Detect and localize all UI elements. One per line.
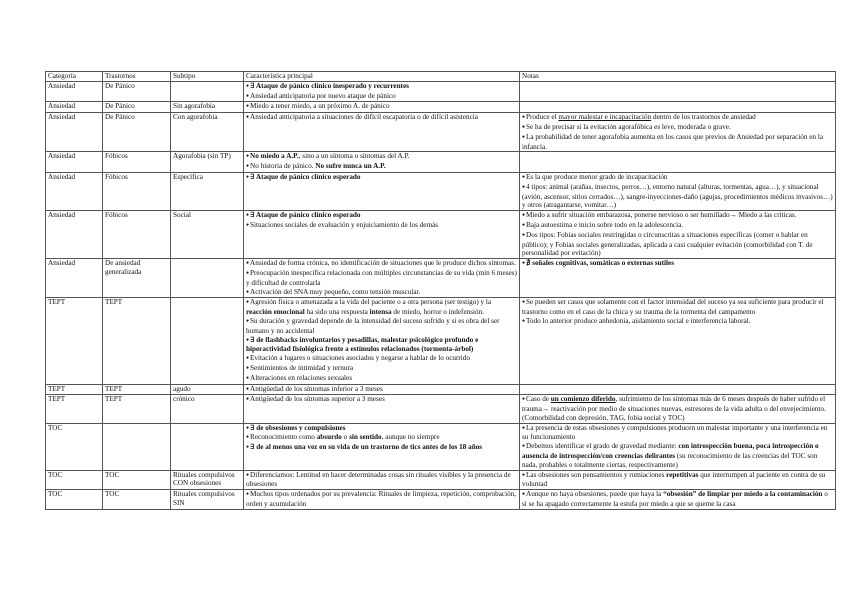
bullet-text: ● 4 tipos: animal (arañas, insectos, perros…), entorno natural (alturas, tormentas, agua…), y situacional (avión, ascensor, sitios cerrados…), sangre-inyecciones-daño (agujas, procedimientos médicos invasivos…) y otros (atragantarse, vomitar…) <box>522 183 833 210</box>
cell-subtipo: Social <box>171 211 244 259</box>
cell-notas <box>520 102 836 113</box>
bold-underlined-text: un comienzo diferido <box>550 395 616 404</box>
bullet-text: ∃ Ataque de pánico clínico inesperado y recurrentes <box>250 81 409 90</box>
header-notas: Notas <box>520 72 836 82</box>
cell-trastornos: De Pánico <box>103 102 171 113</box>
bullet-text: ● Evitación a lugares o situaciones asociados y negarse a hablar de lo ocurrido <box>246 354 517 364</box>
cell-subtipo: Específica <box>171 172 244 210</box>
cell-subtipo: agudo <box>171 384 244 395</box>
cell-categoria: TOC <box>46 490 103 510</box>
cell-caracteristica <box>244 298 520 384</box>
cell-notas <box>520 259 836 298</box>
bullet-text: ● Dos tipos: Fobias sociales restringidas o circunscritas a situaciones específicas (comer o hablar en público); y Fobias sociales generalizadas, aplicada a casi cualquier evitación (comorbilidad con T. de personalidad por evitación) <box>522 231 833 258</box>
text-fragment: ha sido una respuesta <box>304 308 370 317</box>
bullet-text: ● Activación del SNA muy pequeño, como tensión muscular. <box>246 288 517 298</box>
text-fragment: Agresión física o amenazada a la vida del paciente o a otra persona (ser testigo) y la <box>250 298 492 307</box>
cell-categoria: TOC <box>46 470 103 490</box>
cell-trastornos: De Pánico <box>103 113 171 152</box>
bullet-text: ● Antigüedad de los síntomas superior a 3 meses <box>246 395 517 405</box>
cell-trastornos: Fóbicos <box>103 211 171 259</box>
table-row <box>46 81 836 102</box>
text-fragment: Aunque no haya obsesiones, puede que haya la <box>526 490 664 499</box>
table-row <box>46 113 836 152</box>
text-fragment: Debemos identificar el grado de gravedad mediante: <box>526 442 679 451</box>
text-fragment: Las obsesiones son pensamientos y rumiaciones <box>526 470 667 479</box>
table-row <box>46 395 836 423</box>
cell-caracteristica <box>244 102 520 113</box>
bold-text: No miedo a A.P. <box>250 152 299 161</box>
cell-trastornos: Fóbicos <box>103 152 171 173</box>
bullet-text: ∄ señales cognitivas, somáticas o externas sutiles <box>526 259 675 268</box>
table-row <box>46 384 836 395</box>
cell-notas <box>520 298 836 384</box>
header-subtipo: Subtipo <box>171 72 244 82</box>
cell-notas <box>520 81 836 102</box>
bullet-text: ● Sentimientos de intimidad y ternura <box>246 364 517 374</box>
cell-categoria: Ansiedad <box>46 81 103 102</box>
bullet-text: ● Muchos tipos ordenados por su prevalencia: Rituales de limpieza, repetición, comprobación, orden y acumulación <box>246 490 517 509</box>
bullet-text: ● Miedo a sufrir situación embarazosa, ponerse nervioso o ser humillado→ Miedo a las críticas. <box>522 211 833 221</box>
text-fragment: dentro de los trastornos de ansiedad <box>651 113 756 122</box>
text-fragment: , sino a un síntoma o síntomas del A.P. <box>298 152 410 161</box>
cell-caracteristica <box>244 152 520 173</box>
cell-notas <box>520 211 836 259</box>
cell-trastornos: TOC <box>103 490 171 510</box>
cell-categoria: Ansiedad <box>46 259 103 298</box>
cell-trastornos: De Pánico <box>103 81 171 102</box>
bullet-text: ● Ansiedad de forma crónica, no identificación de situaciones que le produce dichos síntomas. <box>246 259 517 269</box>
header-caracteristica: Característica principal <box>244 72 520 82</box>
bullet-text: ∃ Ataque de pánico clínico esperado <box>250 172 361 181</box>
text-fragment: Caso de <box>526 395 551 404</box>
cell-subtipo: Con agorafobia <box>171 113 244 152</box>
bullet-text: ∃ de flashbacks involuntarios y pesadillas, malestar psicológico profundo e hiperactividad fisiológica frente a estímulos relacionados (tormenta-árbol) <box>246 335 479 354</box>
text-fragment: Reconocimiento como <box>250 433 317 442</box>
bullet-text: ∃ de al menos una vez en su vida de un trastorno de tics antes de los 18 años <box>250 443 483 452</box>
cell-categoria: TEPT <box>46 384 103 395</box>
cell-subtipo <box>171 423 244 470</box>
bold-text: “obsesión” de limpiar por miedo a la contaminación <box>663 490 823 499</box>
cell-caracteristica <box>244 490 520 510</box>
cell-notas <box>520 172 836 210</box>
cell-categoria: TEPT <box>46 395 103 423</box>
cell-subtipo: crónico <box>171 395 244 423</box>
table-header-row <box>46 72 836 82</box>
table-row <box>46 172 836 210</box>
bullet-text: ● Se pueden ser casos que solamente con el factor intensidad del suceso ya sea suficiente para producir el trastorno como en el caso de la chica y su trauma de la tormenta del campamento <box>522 298 833 317</box>
bold-text: con introspección buena, poca introspección o ausencia de introspección/con creencias delirantes <box>522 442 819 461</box>
cell-caracteristica <box>244 172 520 210</box>
bullet-text: ● La probabilidad de tener agorafobia aumenta en los casos que previos de Ansiedad por separación en la infancia. <box>522 133 833 152</box>
text-fragment: (su reconocimiento de las creencias del TOC son nada, probables o totalmente ciertas, respectivamente) <box>522 452 818 469</box>
table-row <box>46 298 836 384</box>
bullet-text: ● Su duración y gravedad depende de la intensidad del suceso sufrido y si es obra del ser humano y no accidental <box>246 317 517 336</box>
bold-text: No sufre nunca un A.P. <box>315 162 386 171</box>
cell-notas <box>520 490 836 510</box>
cell-categoria: Ansiedad <box>46 113 103 152</box>
cell-trastornos <box>103 423 171 470</box>
bullet-text: ● Ansiedad anticipatoria a situaciones de difícil escapatoria o de difícil asistencia <box>246 113 517 123</box>
bold-text: absurdo <box>316 433 342 442</box>
bullet-text: ● Preocupación inespecífica relacionada con múltiples circunstancias de su vida (mín 6 meses) y dificultad de controlarla <box>246 269 517 288</box>
disorders-table <box>45 71 836 510</box>
bold-text: sin sentido <box>349 433 382 442</box>
text-fragment: Produce el <box>526 113 559 122</box>
table-row <box>46 490 836 510</box>
text-fragment: o si se ha apagado correctamente la estufa por miedo a que se queme la casa <box>522 490 828 509</box>
bullet-text: ● Alteraciones en relaciones sexuales <box>246 374 517 384</box>
table-row <box>46 470 836 490</box>
bullet-text: ● Situaciones sociales de evaluación y enjuiciamiento de los demás <box>246 221 517 231</box>
cell-subtipo <box>171 259 244 298</box>
bullet-text: ● Diferenciamos: Lentitud en hacer determinadas cosas sin rituales visibles y la presencia de obsesiones <box>246 471 517 490</box>
text-fragment: , aunque no siempre <box>381 433 440 442</box>
cell-trastornos: De ansiedad generalizada <box>103 259 171 298</box>
table-row <box>46 152 836 173</box>
cell-caracteristica <box>244 384 520 395</box>
cell-subtipo <box>171 298 244 384</box>
table-row <box>46 211 836 259</box>
underlined-text: mayor malestar e incapacitación <box>558 113 652 122</box>
bullet-text: ∃ Ataque de pánico clínico esperado <box>250 211 361 220</box>
cell-caracteristica <box>244 211 520 259</box>
text-fragment: de miedo, horror o indefensión. <box>391 308 485 317</box>
bullet-text: ● Es la que produce menor grado de incapacitación <box>522 173 833 183</box>
cell-notas <box>520 152 836 173</box>
cell-notas <box>520 384 836 395</box>
cell-notas <box>520 113 836 152</box>
cell-caracteristica <box>244 423 520 470</box>
bullet-text: ● Se ha de precisar si la evitación agorafóbica es leve, moderada o grave. <box>522 123 833 133</box>
bullet-text: ● La presencia de estas obsesiones y compulsiones producen un malestar importante y una interferencia en su funcionamiento <box>522 424 833 443</box>
cell-trastornos: TOC <box>103 470 171 490</box>
cell-categoria: TEPT <box>46 298 103 384</box>
text-fragment: o <box>341 433 350 442</box>
cell-caracteristica <box>244 259 520 298</box>
cell-notas <box>520 470 836 490</box>
header-categoria: Categoría <box>46 72 103 82</box>
cell-trastornos: TEPT <box>103 298 171 384</box>
table-row <box>46 259 836 298</box>
cell-categoria: TOC <box>46 423 103 470</box>
bullet-text: ● Todo lo anterior produce anhedonia, aislamiento social e interferencia laboral. <box>522 317 833 327</box>
bullet-text: ● Miedo a tener miedo, a un próximo A. de pánico <box>246 102 517 112</box>
bold-text: repetitivas <box>666 470 699 479</box>
cell-categoria: Ansiedad <box>46 172 103 210</box>
bold-text: reacción emocional <box>246 308 305 317</box>
cell-notas <box>520 423 836 470</box>
bullet-text: ● Baja autoestima e inicio sobre todo en la adolescencia. <box>522 221 833 231</box>
cell-categoria: Ansiedad <box>46 152 103 173</box>
cell-subtipo <box>171 81 244 102</box>
cell-trastornos: TEPT <box>103 395 171 423</box>
cell-trastornos: Fóbicos <box>103 172 171 210</box>
cell-categoria: Ansiedad <box>46 211 103 259</box>
cell-trastornos: TEPT <box>103 384 171 395</box>
cell-subtipo: Sin agorafobia <box>171 102 244 113</box>
cell-categoria: Ansiedad <box>46 102 103 113</box>
table-row <box>46 423 836 470</box>
cell-subtipo: Rituales compulsivos SIN <box>171 490 244 510</box>
bullet-text: ● Ansiedad anticipatoria por nuevo ataque de pánico <box>246 92 517 102</box>
bold-text: intensa <box>369 308 392 317</box>
table-row <box>46 102 836 113</box>
cell-caracteristica <box>244 113 520 152</box>
cell-notas <box>520 395 836 423</box>
cell-caracteristica <box>244 470 520 490</box>
text-fragment: No historia de pánico. <box>250 162 316 171</box>
header-trastornos: Trastornos <box>103 72 171 82</box>
cell-caracteristica <box>244 395 520 423</box>
cell-caracteristica <box>244 81 520 102</box>
cell-subtipo: Agorafobia (sin TP) <box>171 152 244 173</box>
bullet-text: ∃ de obsesiones y compulsiones <box>250 423 346 432</box>
text-fragment: que interrumpen al paciente en contra de su voluntad <box>522 470 826 489</box>
cell-subtipo: Rituales compulsivos CON obsesiones <box>171 470 244 490</box>
text-fragment: , sufrimiento de los síntomas más de 6 meses después de haber sufrido el trauma→ reactivación por medio de situaciones nuevas, estresores de la vida adulta o del envejecimiento. (Comorbilidad con depresión, TAG, fobia social y TOC) <box>522 395 826 422</box>
bullet-text: ● Antigüedad de los síntomas inferior a 3 meses <box>246 385 517 395</box>
